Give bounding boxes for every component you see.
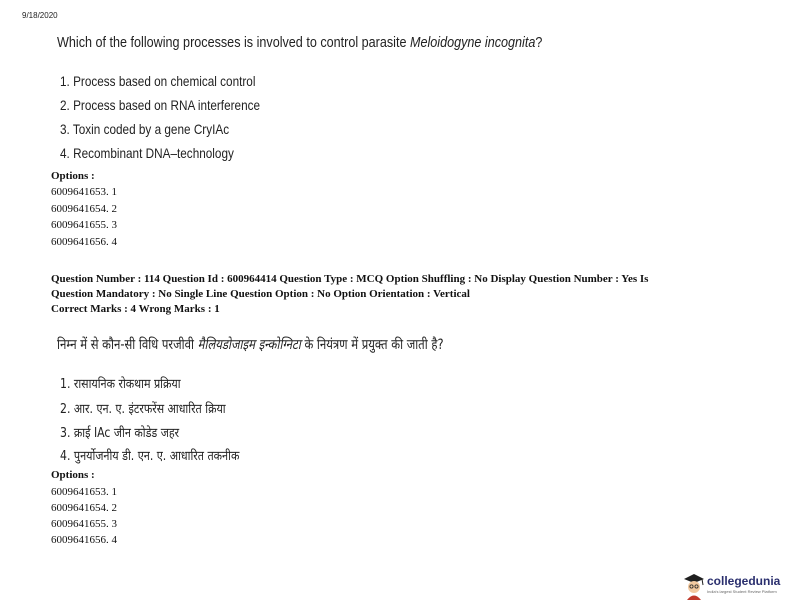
choice-hi-4: 4. पुनर्योजनीय डी. एन. ए. आधारित तकनीक <box>60 449 240 464</box>
option-id-1: 6009641653. 1 <box>51 186 117 198</box>
choice-hi-1: 1. रासायनिक रोकथाम प्रक्रिया <box>60 377 181 392</box>
question-hindi-start: निम्न में से कौन-सी विधि परजीवी <box>57 337 198 353</box>
question-english <box>57 34 542 51</box>
option-id-6: 6009641654. 2 <box>51 502 117 514</box>
option-id-2: 6009641654. 2 <box>51 203 117 215</box>
brand-name: collegedunia <box>707 574 781 588</box>
choice-en-2: 2. Process based on RNA interference <box>60 97 261 113</box>
option-id-7: 6009641655. 3 <box>51 518 117 530</box>
option-id-5: 6009641653. 1 <box>51 486 117 498</box>
choice-en-3: 3. Toxin coded by a gene CryIAc <box>60 121 230 137</box>
option-id-8: 6009641656. 4 <box>51 534 117 546</box>
options-heading-1: Options : <box>51 170 95 182</box>
question-meta-line-2: Question Mandatory : No Single Line Question Option : No Option Orientation : Vertical <box>51 288 470 300</box>
options-heading-2: Options : <box>51 469 95 481</box>
choice-en-4: 4. Recombinant DNA–technology <box>60 145 234 161</box>
choice-hi-3: 3. क्राई IAc जीन कोडेड जहर <box>60 426 180 441</box>
parasite-name: Meloidogyne incognita <box>409 34 536 51</box>
print-date: 9/18/2020 <box>22 11 58 20</box>
question-hindi <box>57 335 444 354</box>
question-text-end: ? <box>535 34 543 51</box>
parasite-name-hindi: मैलियडोजाइम इन्कोग्निटा <box>197 337 301 353</box>
brand-tagline: India's largest Student Review Platform <box>707 589 777 594</box>
graduate-mascot-icon <box>682 572 706 600</box>
question-text-start: Which of the following processes is involved to control parasite <box>57 34 410 51</box>
option-id-3: 6009641655. 3 <box>51 219 117 231</box>
option-id-4: 6009641656. 4 <box>51 236 117 248</box>
collegedunia-logo <box>682 572 782 602</box>
question-hindi-end: के नियंत्रण में प्रयुक्त की जाती है? <box>300 337 444 353</box>
correct-wrong-marks: Correct Marks : 4 Wrong Marks : 1 <box>51 303 220 315</box>
choice-en-1: 1. Process based on chemical control <box>60 73 256 89</box>
question-meta-line-1: Question Number : 114 Question Id : 600964414 Question Type : MCQ Option Shuffling : No Display Question Number : Yes Is <box>51 273 649 285</box>
choice-hi-2: 2. आर. एन. ए. इंटरफरेंस आधारित क्रिया <box>60 402 226 417</box>
